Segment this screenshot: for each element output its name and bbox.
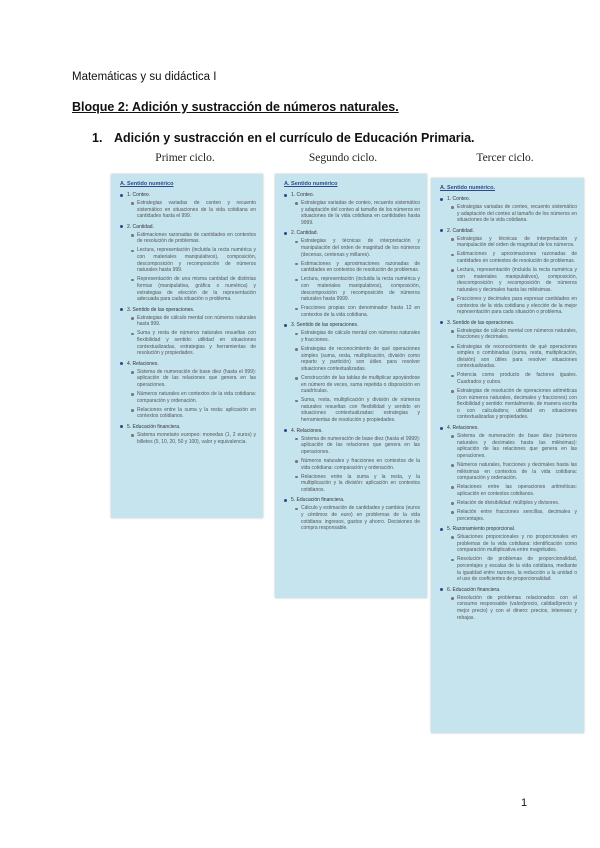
list-item: Estrategias y técnicas de interpretación y manipulación del orden de magnitud de los números. — [437, 236, 577, 249]
curriculum-section — [281, 322, 420, 423]
curriculum-section — [117, 424, 256, 445]
list-item: Sistema de numeración de base diez (números naturales y decimales hasta las milésimas): aplicación de las relaciones que genera en las operaciones. — [437, 433, 577, 459]
list-item: Situaciones proporcionales y no proporcionales en problemas de la vida cotidiana: identificación como comparación multiplicativa entre magnitudes. — [437, 534, 577, 554]
section-heading: 5. Educación financiera. — [281, 497, 420, 503]
curriculum-section — [117, 361, 256, 420]
curriculum-section — [117, 224, 256, 303]
list-item: Lectura, representación (incluida la recta numérica y con materiales manipulativos), composición, descomposición y recomposición de números naturales y decimales hasta las milésimas. — [437, 267, 577, 293]
list-item: Estrategias de reconocimiento de qué operaciones simples o combinadas (suma, resta, multiplicación, división) son útiles para resolver situaciones contextualizadas. — [437, 344, 577, 370]
section-heading: 2. Cantidad. — [281, 230, 420, 236]
curriculum-section — [437, 196, 577, 224]
cycle-title-tercer: Tercer ciclo. — [476, 152, 534, 164]
list-item: Estrategias de cálculo mental con números naturales y fracciones. — [281, 330, 420, 343]
list-item: Lectura, representación (incluida la recta numérica y con materiales manipulativos), composición, descomposición y recomposición de números naturales hasta 9999. — [281, 276, 420, 302]
list-item: Lectura, representación (incluida la recta numérica y con materiales manipulativos), composición, descomposición y recomposición de números naturales hasta 999. — [117, 247, 256, 273]
section-number: 1. — [92, 131, 103, 145]
section-heading: 3. Sentido de las operaciones. — [437, 320, 577, 326]
curriculum-panel-tercer-ciclo — [431, 178, 584, 733]
curriculum-section — [281, 497, 420, 531]
list-item: Sistema de numeración de base diez (hasta el 999): aplicación de las relaciones que genera en las operaciones. — [117, 369, 256, 389]
list-item: Suma, resta, multiplicación y división de números naturales resueltas con flexibilidad y sentido en situaciones contextualizadas: estrategias y herramientas de resolución y propiedades. — [281, 397, 420, 423]
section-heading: 2. Cantidad. — [117, 224, 256, 230]
section-heading: 1. Conteo. — [281, 192, 420, 198]
section-title-text: Adición y sustracción en el currículo de Educación Primaria. — [114, 131, 475, 145]
list-item: Estimaciones y aproximaciones razonadas de cantidades en contextos de resolución de problemas. — [437, 251, 577, 264]
section-heading: 6. Educación financiera. — [437, 587, 577, 593]
section-heading: 1. Conteo. — [437, 196, 577, 202]
curriculum-section — [437, 587, 577, 621]
cycle-title-segundo: Segundo ciclo. — [308, 152, 378, 164]
curriculum-section — [117, 192, 256, 220]
list-item: Estrategias de reconocimiento de qué operaciones simples (suma, resta, multiplicación, división como reparto y partición) son útiles para resolver situaciones contextualizadas. — [281, 346, 420, 372]
panel-header: A. Sentido numérico. — [440, 185, 496, 191]
panel-header: A. Sentido numérico — [120, 181, 174, 187]
list-item: Sistema monetario europeo: monedas (1, 2 euros) y billetes (5, 10, 20, 50 y 100), valor y equivalencia. — [117, 432, 256, 445]
curriculum-section — [281, 428, 420, 494]
list-item: Representación de una misma cantidad de distintas formas (manipulativa, gráfica o numérica) y estrategias de elección de la representación adecuada para cada situación o problema. — [117, 276, 256, 302]
curriculum-panel-primer-ciclo — [111, 174, 263, 518]
list-item: Relaciones entre la suma y la resta, y la multiplicación y la división: aplicación en contextos cotidianos. — [281, 474, 420, 494]
section-heading: 2. Cantidad. — [437, 228, 577, 234]
list-item: Fracciones y decimales para expresar cantidades en contextos de la vida cotidiana y elección de la mejor representación para cada situación o problema. — [437, 296, 577, 316]
list-item: Estrategias variadas de conteo, recuento sistemático y adaptación del conteo al tamaño de los números en situaciones de la vida cotidiana en cantidades hasta 9999. — [281, 200, 420, 226]
list-item: Estrategias de cálculo mental con números naturales hasta 999. — [117, 315, 256, 328]
list-item: Números naturales en contextos de la vida cotidiana: comparación y ordenación. — [117, 391, 256, 404]
curriculum-panel-segundo-ciclo — [275, 174, 427, 598]
list-item: Estrategias de resolución de operaciones aritméticas (con números naturales, decimales y fracciones) con flexibilidad y sentido: mentalmente, de manera escrita o con calculadora; utilidad en situaciones contextualizadas y propiedades. — [437, 388, 577, 421]
curriculum-section — [437, 425, 577, 522]
list-item: Relación entre fracciones sencillas, decimales y porcentajes. — [437, 509, 577, 522]
list-item: Relaciones entre la suma y la resta: aplicación en contextos cotidianos. — [117, 407, 256, 420]
cycle-title-primer: Primer ciclo. — [155, 152, 215, 164]
block-title: Bloque 2: Adición y sustracción de números naturales. — [72, 100, 399, 114]
section-heading: 4. Relaciones. — [437, 425, 577, 431]
list-item: Estimaciones y aproximaciones razonadas de cantidades en contextos de resolución de problemas. — [281, 261, 420, 274]
list-item: Estrategias de cálculo mental con números naturales, fracciones y decimales. — [437, 328, 577, 341]
list-item: Fracciones propias con denominador hasta 12 en contextos de la vida cotidiana. — [281, 305, 420, 318]
section-heading: 4. Relaciones. — [117, 361, 256, 367]
section-heading: 3. Sentido de las operaciones. — [117, 307, 256, 313]
list-item: Números naturales y fracciones en contextos de la vida cotidiana: comparación y ordenación. — [281, 458, 420, 471]
subject-header: Matemáticas y su didáctica I — [72, 71, 217, 83]
curriculum-section — [281, 230, 420, 318]
list-item: Estrategias variadas de conteo y recuento sistemático en situaciones de la vida cotidiana en cantidades hasta el 999. — [117, 200, 256, 220]
section-heading: 4. Relaciones. — [281, 428, 420, 434]
section-heading: 5. Educación financiera. — [117, 424, 256, 430]
list-item: Estrategias variadas de conteo, recuento sistemático y adaptación del conteo al tamaño de los números en situaciones de la vida cotidiana. — [437, 204, 577, 224]
section-heading: 1. Conteo. — [117, 192, 256, 198]
list-item: Resolución de problemas de proporcionalidad, porcentajes y escalas de la vida cotidiana, mediante la igualdad entre razones, la reducción a la unidad o el uso de coeficientes de proporcionalidad. — [437, 556, 577, 582]
curriculum-section — [281, 192, 420, 226]
list-item: Cálculo y estimación de cantidades y cambios (euros y céntimos de euro) en problemas de la vida cotidiana: ingresos, gastos y ahorro. Decisiones de compra responsable. — [281, 505, 420, 531]
list-item: Estrategias y técnicas de interpretación y manipulación del orden de magnitud de los números (decenas, centenas y millares). — [281, 238, 420, 258]
curriculum-section — [117, 307, 256, 357]
curriculum-section — [437, 228, 577, 316]
list-item: Relaciones entre las operaciones aritméticas: aplicación en contextos cotidianos. — [437, 484, 577, 497]
list-item: Suma y resta de números naturales resueltas con flexibilidad y sentido: utilidad en situaciones contextualizadas, estrategias y herramientas de resolución y propiedades. — [117, 330, 256, 356]
list-item: Relación de divisibilidad: múltiplos y divisores. — [437, 500, 577, 507]
section-title — [92, 131, 475, 145]
section-heading: 5. Razonamiento proporcional. — [437, 526, 577, 532]
list-item: Sistema de numeración de base diez (hasta el 9999): aplicación de las relaciones que genera en las operaciones. — [281, 436, 420, 456]
list-item: Construcción de las tablas de multiplicar apoyándose en número de veces, suma repetida o disposición en cuadrículas. — [281, 375, 420, 395]
curriculum-section — [437, 526, 577, 583]
page-number: 1 — [521, 797, 528, 809]
list-item: Números naturales, fracciones y decimales hasta las milésimas en contextos de la vida cotidiana: comparación y ordenación. — [437, 462, 577, 482]
list-item: Estimaciones razonadas de cantidades en contextos de resolución de problemas. — [117, 232, 256, 245]
curriculum-section — [437, 320, 577, 421]
panel-header: A. Sentido numérico — [284, 181, 338, 187]
list-item: Potencia como producto de factores iguales. Cuadrados y cubos. — [437, 372, 577, 385]
list-item: Resolución de problemas relacionados con el consumo responsable (valor/precio, calidad/precio y mejor precio) y con el dinero: precios, intereses y rebajas. — [437, 595, 577, 621]
section-heading: 3. Sentido de las operaciones. — [281, 322, 420, 328]
